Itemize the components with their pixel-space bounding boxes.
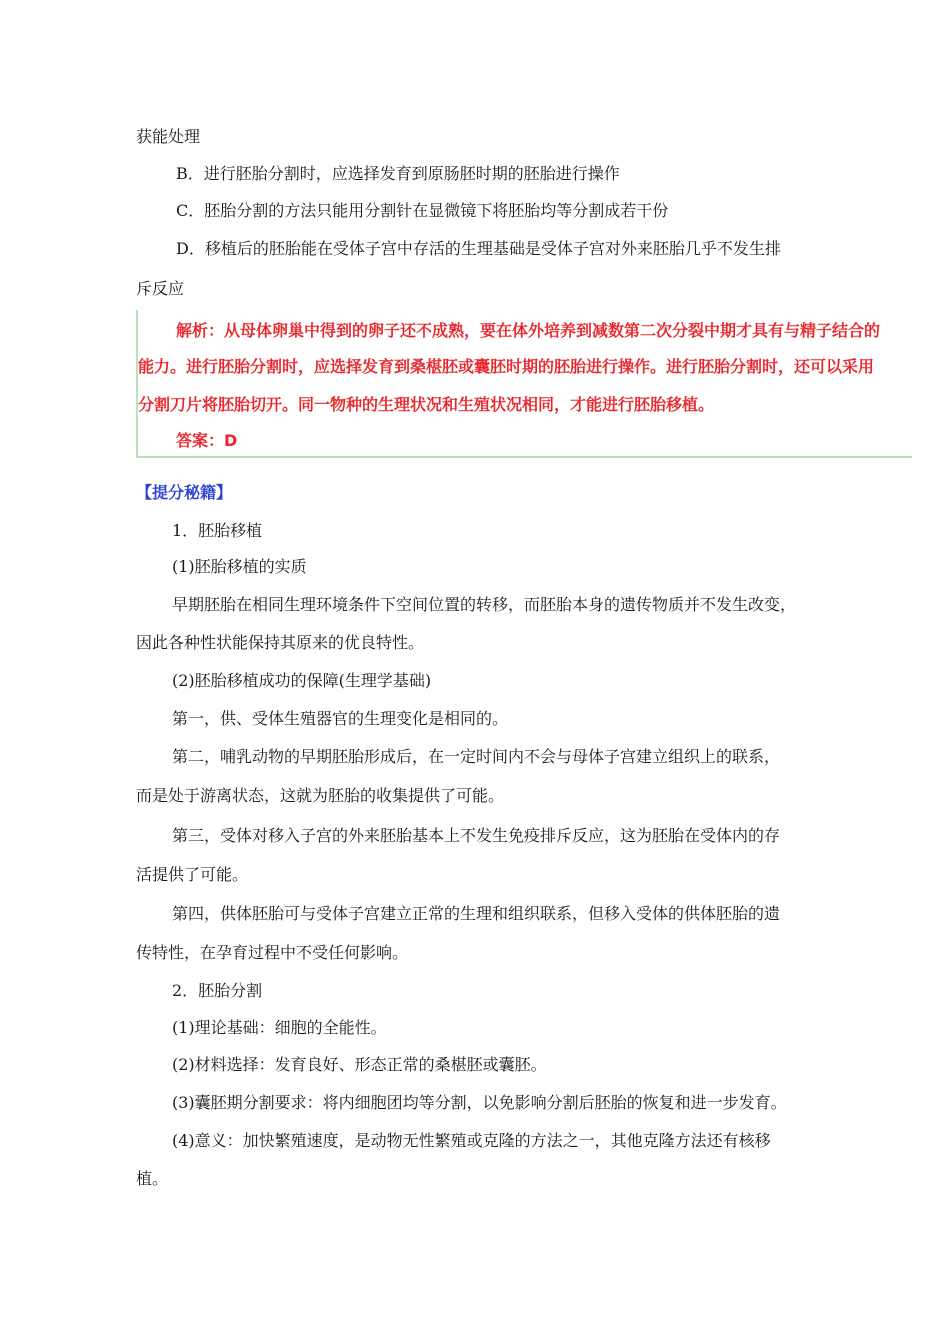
- s1-first: 第一，供、受体生殖器官的生理变化是相同的。: [172, 709, 509, 728]
- option-b: B．进行胚胎分割时，应选择发育到原肠胚时期的胚胎进行操作: [176, 164, 620, 183]
- option-a-continuation: 获能处理: [136, 127, 201, 146]
- analysis-answer: 答案：D: [176, 431, 238, 450]
- option-d-line1: D．移植后的胚胎能在受体子宫中存活的生理基础是受体子宫对外来胚胎几乎不发生排: [176, 239, 781, 258]
- s1-second-line2: 而是处于游离状态，这就为胚胎的收集提供了可能。: [136, 786, 505, 805]
- s2-p2: (2)材料选择：发育良好、形态正常的桑椹胚或囊胚。: [172, 1055, 547, 1074]
- s1-heading: 1．胚胎移植: [172, 521, 263, 540]
- s1-fourth-line2: 传特性，在孕育过程中不受任何影响。: [136, 943, 409, 962]
- option-c: C．胚胎分割的方法只能用分割针在显微镜下将胚胎均等分割成若干份: [176, 201, 669, 220]
- s2-heading: 2．胚胎分割: [172, 981, 263, 1000]
- s1-sub2: (2)胚胎移植成功的保障(生理学基础): [172, 671, 432, 690]
- s1-p1-line1: 早期胚胎在相同生理环境条件下空间位置的转移，而胚胎本身的遗传物质并不发生改变，: [172, 595, 797, 614]
- analysis-line3: 分割刀片将胚胎切开。同一物种的生理状况和生殖状况相同，才能进行胚胎移植。: [138, 395, 715, 414]
- analysis-line2: 能力。进行胚胎分割时，应选择发育到桑椹胚或囊胚时期的胚胎进行操作。进行胚胎分割时，还可以采用: [138, 357, 875, 376]
- s1-fourth-line1: 第四，供体胚胎可与受体子宫建立正常的生理和组织联系，但移入受体的供体胚胎的遗: [172, 904, 781, 923]
- s2-p1: (1)理论基础：细胞的全能性。: [172, 1018, 387, 1037]
- s1-sub1: (1)胚胎移植的实质: [172, 557, 307, 576]
- analysis-line1: 解析：从母体卵巢中得到的卵子还不成熟，要在体外培养到减数第二次分裂中期才具有与精子结合的: [176, 321, 881, 340]
- s2-p4-line1: (4)意义：加快繁殖速度，是动物无性繁殖或克隆的方法之一，其他克隆方法还有核移: [172, 1131, 771, 1150]
- s1-second-line1: 第二，哺乳动物的早期胚胎形成后，在一定时间内不会与母体子宫建立组织上的联系，: [172, 747, 781, 766]
- s1-third-line1: 第三，受体对移入子宫的外来胚胎基本上不发生免疫排斥反应，这为胚胎在受体内的存: [172, 826, 781, 845]
- tips-title: 【提分秘籍】: [136, 483, 233, 502]
- s2-p4-line2: 植。: [136, 1169, 169, 1188]
- s1-third-line2: 活提供了可能。: [136, 865, 249, 884]
- option-d-line2: 斥反应: [136, 279, 185, 298]
- s1-p1-line2: 因此各种性状能保持其原来的优良特性。: [136, 633, 425, 652]
- s2-p3: (3)囊胚期分割要求：将内细胞团均等分割，以免影响分割后胚胎的恢复和进一步发育。: [172, 1093, 787, 1112]
